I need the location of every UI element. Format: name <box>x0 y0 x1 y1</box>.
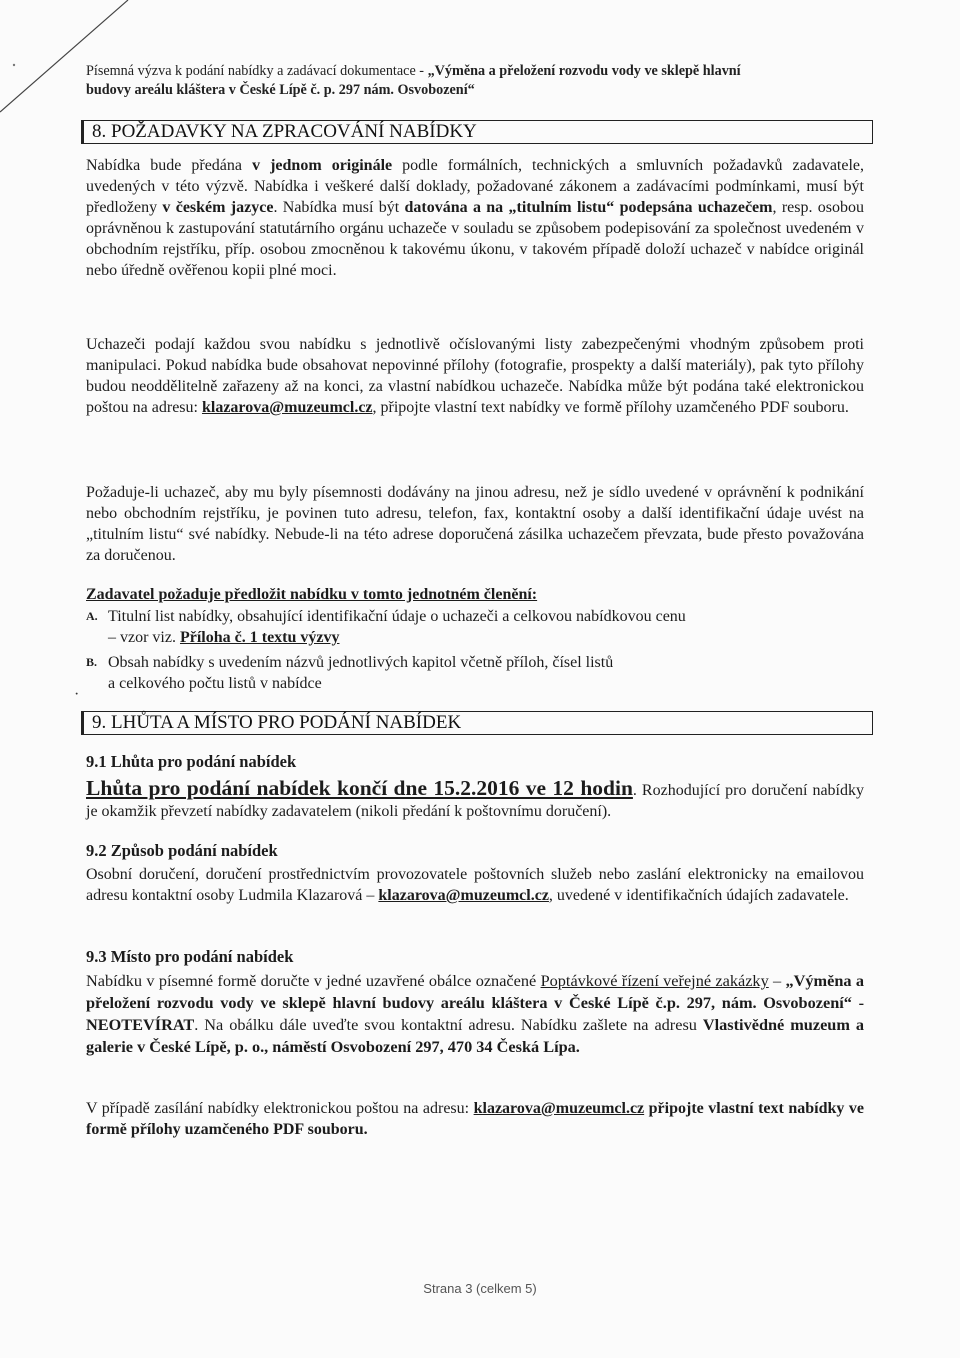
deadline-statement: Lhůta pro podání nabídek končí dne 15.2.2016 ve 12 hodin <box>86 776 633 800</box>
list-item-b: B. Obsah nabídky s uvedením názvů jednotlivých kapitol včetně příloh, čísel listů a celkového počtu listů v nabídce <box>86 654 614 692</box>
section-8-paragraph-1: Nabídka bude předána v jednom originále podle formálních, technických a smluvních požadavků zadavatele, uvedených v této výzvě. Nabídka i veškeré další doklady, požadované zákonem a zadávacími podmínkami, musí být předloženy v českém jazyce. Nabídka musí být datována a na „titulním listu“ podepsána uchazečem, resp. osobou oprávněnou k zastupování statutárního orgánu uchazeče v souladu se způsobem podepisování za společnost uvedeném v obchodním rejstříku, příp. osobou zmocněnou k takovému úkonu, v takovém případě doloží uchazeč v nabídce originál nebo úředně ověřenou kopii plné moci. <box>86 157 865 279</box>
section-8-paragraph-3: Požaduje-li uchazeč, aby mu byly písemnosti dodávány na jinou adresu, než je sídlo uvedené v oprávnění k podnikání nebo obchodním rejstříku, je povinen tuto adresu, telefon, fax, kontaktní osoby a další identifikační údaje uvést na „titulním listu“ své nabídky. Nebude-li na této adrese doporučená zásilka uchazečem převzata, bude přesto považována za doručenou. <box>86 484 864 564</box>
page-corner-mark <box>0 0 130 120</box>
section-9-title: 9. LHŮTA A MÍSTO PRO PODÁNÍ NABÍDEK <box>83 711 873 735</box>
subsection-9-3-text: Nabídku v písemné formě doručte v jedné uzavřené obálce označené Poptávkové řízení veřejné zakázky – „Výměna a přeložení rozvodu vody ve sklepě hlavní budovy areálu kláštera v České Lípě č.p. 297, nám. Osvobození“ - NEOTEVÍRAT. Na obálku dále uveďte svou kontaktní adresu. Nabídku zašlete na adresu Vlastivědné muzeum a galerie v České Lípě, p. o., náměstí Osvobození 297, 470 34 Česká Lípa. <box>86 971 865 1056</box>
attachment-link[interactable]: Příloha č. 1 textu výzvy <box>179 629 340 646</box>
email-link[interactable]: klazarova@muzeumcl.cz <box>201 399 373 416</box>
header-project-title-cont: budovy areálu kláštera v České Lípě č. p. 297 nám. Osvobození“ <box>86 82 475 98</box>
header-text: Písemná výzva k podání nabídky a zadávací dokumentace - <box>86 63 428 79</box>
email-link[interactable]: klazarova@muzeumcl.cz <box>473 1100 645 1117</box>
subsection-9-2-heading: 9.2 Způsob podání nabídek <box>86 841 278 860</box>
margin-dot: · <box>74 686 80 703</box>
section-8-paragraph-2: Uchazeči podají každou svou nabídku s jednotlivě očíslovanými listy zabezpečenými vhodným způsobem proti manipulaci. Pokud nabídka bude obsahovat nepovinné přílohy (fotografie, prospekty a další materiály), pak tyto přílohy budou neoddělitelně zařazeny až na konci, za vlastní nabídkou uchazeče. Nabídka může být podána také elektronickou poštou na adresu: klazarova@muzeumcl.cz, připojte vlastní text nabídky ve formě přílohy uzamčeného PDF souboru. <box>86 336 864 416</box>
section-8-title: 8. POŽADAVKY NA ZPRACOVÁNÍ NABÍDKY <box>83 120 873 144</box>
header-project-title: „Výměna a přeložení rozvodu vody ve sklepě hlavní <box>427 63 741 79</box>
subsection-9-3-heading: 9.3 Místo pro podání nabídek <box>86 947 294 966</box>
list-item-a: A. Titulní list nabídky, obsahující identifikační údaje o uchazeči a celkovou nabídkovou cenu – vzor viz. Příloha č. 1 textu výzvy <box>86 608 686 646</box>
subsection-9-1-heading: 9.1 Lhůta pro podání nabídek <box>86 752 297 771</box>
email-link[interactable]: klazarova@muzeumcl.cz <box>378 887 549 904</box>
subsection-9-1-text: Lhůta pro podání nabídek končí dne 15.2.2016 ve 12 hodin. Rozhodující pro doručení nabídky je okamžik převzetí nabídky zadavatelem (nikoli předání k poštovnímu doručení). <box>86 776 865 820</box>
subsection-9-2-text: Osobní doručení, doručení prostřednictvím provozovatele poštovních služeb nebo zaslání elektronicky na emailovou adresu kontaktní osoby Ludmila Klazarová – klazarova@muzeumcl.cz, uvedené v identifikačních údajích zadavatele. <box>86 866 864 904</box>
page-footer: Strana 3 (celkem 5) <box>423 1281 537 1296</box>
final-paragraph: V případě zasílání nabídky elektronickou poštou na adresu: klazarova@muzeumcl.cz připojte vlastní text nabídky ve formě přílohy uzamčeného PDF souboru. <box>86 1100 864 1138</box>
document-header <box>86 62 876 100</box>
structure-heading: Zadavatel požaduje předložit nabídku v tomto jednotném členění: <box>86 586 538 603</box>
